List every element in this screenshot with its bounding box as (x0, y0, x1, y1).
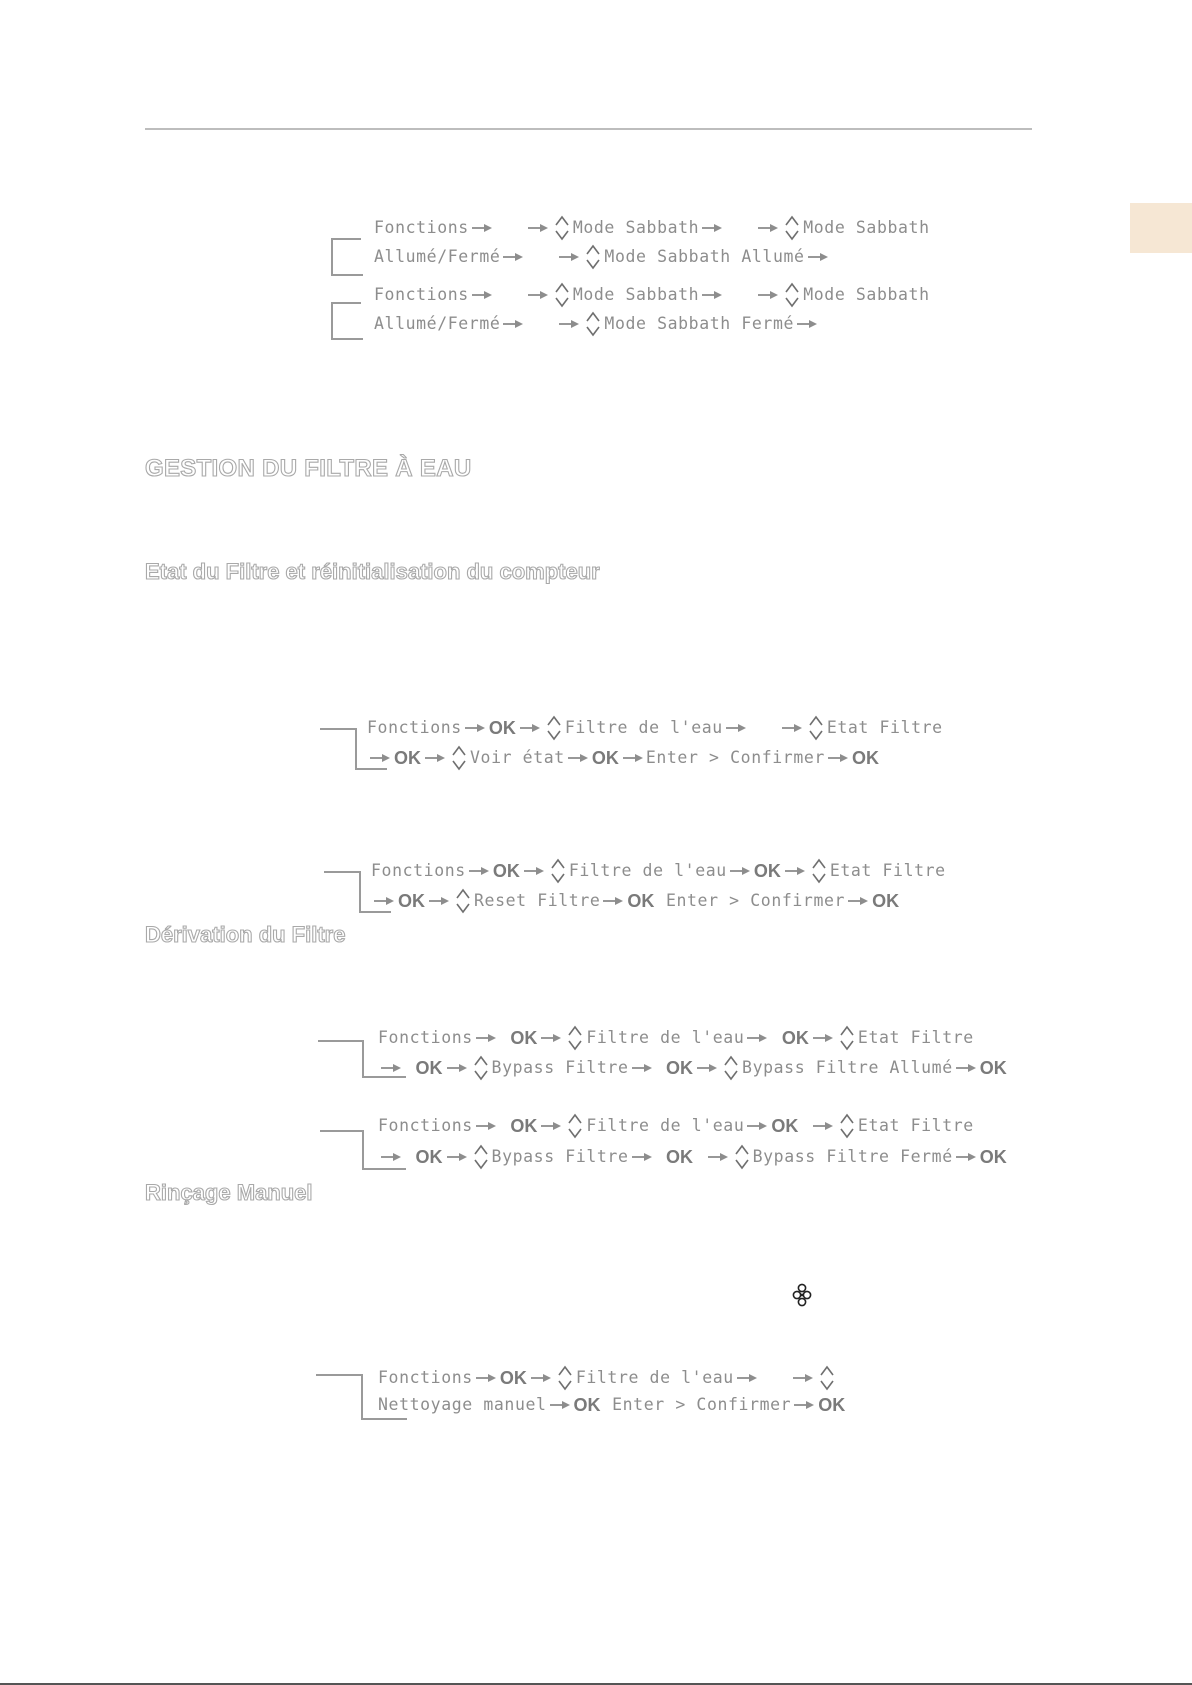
sabbath-on-line-1 (374, 214, 930, 236)
arrow-right-icon (708, 1152, 728, 1162)
ok-key: OK (666, 1147, 694, 1167)
bracket (331, 302, 363, 340)
arrow-right-icon (374, 896, 394, 906)
up-down-chevron-icon (568, 1024, 582, 1052)
arrow-right-icon (429, 896, 449, 906)
ok-key: OK (781, 1028, 809, 1048)
arrow-right-icon (808, 252, 828, 262)
ok-key: OK (492, 861, 520, 881)
step-etat-filtre: Etat Filtre (857, 1028, 974, 1047)
bracket (316, 1374, 363, 1376)
step-fonctions: Fonctions (374, 285, 469, 304)
up-down-chevron-icon (586, 310, 600, 338)
arrow-right-icon (956, 1063, 976, 1073)
ok-key: OK (394, 748, 421, 768)
step-allume-ferme: Allumé/Fermé (374, 314, 501, 333)
arrow-right-icon (828, 753, 848, 763)
bracket (331, 238, 363, 276)
up-down-chevron-icon (558, 1364, 572, 1392)
arrow-right-icon (956, 1152, 976, 1162)
arrow-right-icon (528, 223, 548, 233)
arrow-right-icon (623, 753, 643, 763)
up-down-chevron-icon (735, 1143, 749, 1171)
up-down-chevron-icon (555, 214, 569, 242)
arrow-right-icon (447, 1152, 467, 1162)
side-tab (1130, 203, 1192, 253)
section-heading-water-filter: GESTION DU FILTRE À EAU (145, 455, 472, 482)
step-voir-etat: Voir état (470, 748, 565, 767)
step-mode-sabbath-allume: Mode Sabbath Allumé (604, 247, 805, 266)
up-down-chevron-icon (809, 714, 823, 742)
step-enter: Enter (665, 891, 719, 910)
arrow-right-icon (785, 866, 805, 876)
bracket (331, 238, 361, 240)
step-enter: Enter (645, 748, 699, 767)
bracket (320, 1130, 364, 1132)
step-fonctions: Fonctions (371, 861, 466, 880)
arrow-right-icon (476, 1121, 496, 1131)
arrow-right-icon (813, 1033, 833, 1043)
step-etat-filtre: Etat Filtre (826, 718, 943, 737)
step-confirmer: Confirmer (750, 891, 846, 910)
ok-key: OK (818, 1394, 846, 1415)
step-mode-sabbath-ferme: Mode Sabbath Fermé (604, 314, 795, 333)
step-filtre-eau: Filtre de l'eau (564, 718, 723, 737)
arrow-right-icon (476, 1373, 496, 1383)
step-fonctions: Fonctions (378, 1368, 473, 1387)
arrow-right-icon (472, 223, 492, 233)
arrow-right-icon (568, 753, 588, 763)
step-filtre-eau: Filtre de l'eau (575, 1368, 734, 1387)
ok-key: OK (415, 1058, 443, 1078)
arrow-right-icon (794, 1400, 814, 1410)
step-fonctions: Fonctions (378, 1116, 473, 1135)
filter-view-line-2 (367, 744, 880, 766)
arrow-right-icon (730, 866, 750, 876)
arrow-right-icon (476, 1033, 496, 1043)
arrow-right-icon (559, 319, 579, 329)
arrow-right-icon (425, 753, 445, 763)
arrow-right-icon (531, 1373, 551, 1383)
ok-key: OK (488, 718, 516, 738)
up-down-chevron-icon (555, 281, 569, 309)
step-bypass-filtre-allume: Bypass Filtre Allumé (742, 1058, 953, 1077)
arrow-right-icon (550, 1400, 570, 1410)
step-allume-ferme: Allumé/Fermé (374, 247, 501, 266)
arrow-right-icon (370, 753, 390, 763)
arrow-right-icon (603, 896, 623, 906)
arrow-right-icon (632, 1152, 652, 1162)
ok-key: OK (398, 891, 425, 911)
step-nettoyage-manuel: Nettoyage manuel (378, 1394, 547, 1414)
separator: > (729, 891, 740, 910)
up-down-chevron-icon (840, 1024, 854, 1052)
up-down-chevron-icon (586, 243, 600, 271)
ok-key: OK (771, 1116, 799, 1136)
arrow-right-icon (472, 290, 492, 300)
ok-key: OK (573, 1394, 601, 1415)
filter-reset-line-2 (371, 887, 900, 909)
arrow-right-icon (469, 866, 489, 876)
step-confirmer: Confirmer (730, 748, 825, 767)
arrow-right-icon (848, 896, 868, 906)
arrow-right-icon (503, 252, 523, 262)
ok-key: OK (510, 1116, 538, 1136)
sabbath-off-line-2 (374, 310, 820, 332)
filter-reset-line-1 (371, 857, 946, 879)
arrow-right-icon (813, 1121, 833, 1131)
arrow-right-icon (381, 1152, 401, 1162)
up-down-chevron-icon (568, 1112, 582, 1140)
arrow-right-icon (702, 223, 722, 233)
step-filtre-eau: Filtre de l'eau (586, 1116, 745, 1135)
up-down-chevron-icon (820, 1364, 834, 1392)
up-down-chevron-icon (840, 1112, 854, 1140)
bypass-off-line-1 (378, 1112, 974, 1134)
step-enter: Enter (612, 1394, 665, 1414)
arrow-right-icon (782, 723, 802, 733)
arrow-right-icon (737, 1373, 757, 1383)
step-mode-sabbath: Mode Sabbath (572, 218, 700, 237)
fan-icon (792, 1283, 812, 1307)
bypass-on-line-2 (378, 1054, 1008, 1076)
ok-key: OK (979, 1058, 1007, 1078)
bracket (324, 871, 361, 873)
ok-key: OK (499, 1368, 527, 1388)
ok-key: OK (510, 1028, 538, 1048)
arrow-right-icon (541, 1033, 561, 1043)
top-rule (145, 128, 1032, 130)
up-down-chevron-icon (474, 1143, 488, 1171)
step-filtre-eau: Filtre de l'eau (586, 1028, 745, 1047)
ok-key: OK (753, 861, 781, 881)
manual-rinse-line-1 (378, 1364, 838, 1386)
ok-key: OK (851, 748, 879, 768)
arrow-right-icon (747, 1121, 767, 1131)
up-down-chevron-icon (812, 857, 826, 885)
arrow-right-icon (697, 1063, 717, 1073)
step-bypass-filtre: Bypass Filtre (491, 1147, 629, 1166)
step-fonctions: Fonctions (378, 1028, 473, 1047)
arrow-right-icon (465, 723, 485, 733)
bypass-on-line-1 (378, 1024, 974, 1046)
step-filtre-eau: Filtre de l'eau (568, 861, 727, 880)
sabbath-on-line-2 (374, 243, 831, 265)
bypass-off-line-2 (378, 1143, 1008, 1165)
ok-key: OK (591, 748, 619, 768)
step-mode-sabbath: Mode Sabbath (803, 285, 930, 304)
ok-key: OK (627, 891, 655, 911)
step-mode-sabbath: Mode Sabbath (572, 285, 700, 304)
arrow-right-icon (541, 1121, 561, 1131)
step-bypass-filtre-ferme: Bypass Filtre Fermé (752, 1147, 953, 1166)
arrow-right-icon (520, 723, 540, 733)
step-confirmer: Confirmer (696, 1394, 792, 1414)
subheading-filter-bypass: Dérivation du Filtre (145, 922, 346, 947)
up-down-chevron-icon (785, 281, 799, 309)
arrow-right-icon (632, 1063, 652, 1073)
up-down-chevron-icon (547, 714, 561, 742)
up-down-chevron-icon (452, 744, 466, 772)
subheading-manual-rinse: Rinçage Manuel (145, 1180, 313, 1205)
sabbath-off-line-1 (374, 281, 930, 303)
arrow-right-icon (702, 290, 722, 300)
bracket (320, 728, 357, 730)
arrow-right-icon (503, 319, 523, 329)
arrow-right-icon (381, 1063, 401, 1073)
arrow-right-icon (758, 223, 778, 233)
up-down-chevron-icon (785, 214, 799, 242)
step-fonctions: Fonctions (374, 218, 469, 237)
arrow-right-icon (528, 290, 548, 300)
bracket (331, 302, 361, 304)
ok-key: OK (979, 1147, 1007, 1167)
arrow-right-icon (797, 319, 817, 329)
subheading-filter-status: Etat du Filtre et réinitialisation du compteur (145, 559, 600, 584)
separator: > (709, 748, 720, 767)
step-etat-filtre: Etat Filtre (857, 1116, 974, 1135)
ok-key: OK (872, 891, 900, 911)
arrow-right-icon (447, 1063, 467, 1073)
step-etat-filtre: Etat Filtre (829, 861, 946, 880)
arrow-right-icon (726, 723, 746, 733)
step-mode-sabbath: Mode Sabbath (803, 218, 930, 237)
step-bypass-filtre: Bypass Filtre (491, 1058, 629, 1077)
arrow-right-icon (793, 1373, 813, 1383)
up-down-chevron-icon (474, 1054, 488, 1082)
filter-view-line-1 (367, 714, 943, 736)
arrow-right-icon (747, 1033, 767, 1043)
bracket (318, 1040, 364, 1042)
up-down-chevron-icon (724, 1054, 738, 1082)
arrow-right-icon (559, 252, 579, 262)
ok-key: OK (666, 1058, 694, 1078)
separator: > (675, 1394, 686, 1414)
arrow-right-icon (524, 866, 544, 876)
ok-key: OK (415, 1147, 443, 1167)
up-down-chevron-icon (551, 857, 565, 885)
up-down-chevron-icon (456, 887, 470, 915)
arrow-right-icon (758, 290, 778, 300)
step-reset-filtre: Reset Filtre (474, 891, 601, 910)
manual-rinse-line-2 (378, 1394, 846, 1416)
step-fonctions: Fonctions (367, 718, 462, 737)
